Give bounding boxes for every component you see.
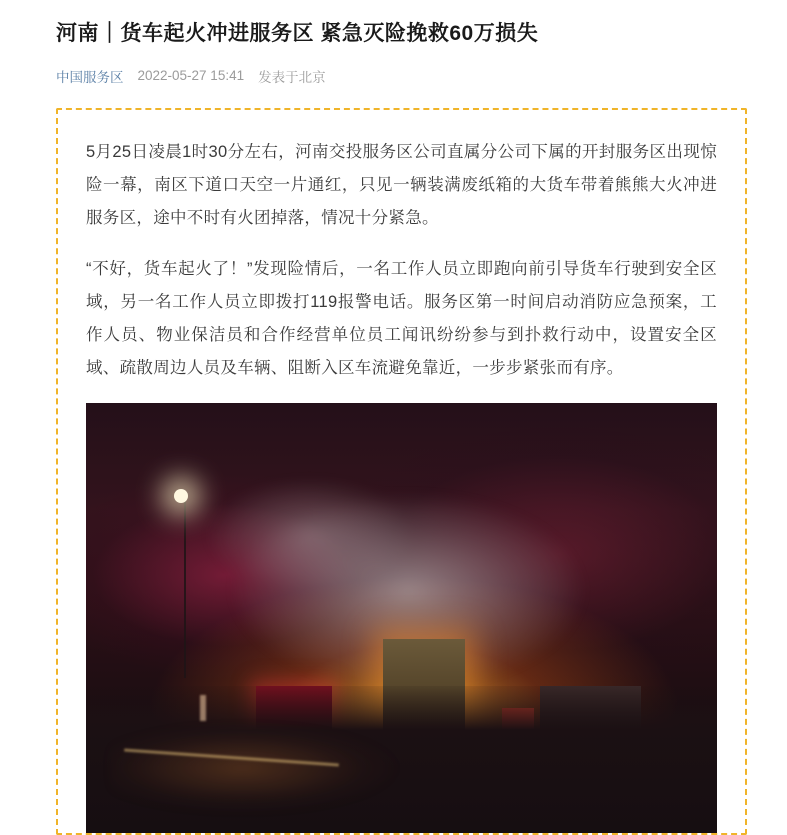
page-title: 河南｜货车起火冲进服务区 紧急灭险挽救60万损失	[56, 22, 539, 45]
photo-worker-figure	[200, 695, 206, 721]
article-photo[interactable]	[86, 403, 717, 833]
photo-light-pole	[184, 497, 186, 678]
publish-date: 2022-05-27 15:41	[137, 68, 245, 83]
photo-street-lamp	[174, 489, 188, 503]
article-meta	[56, 66, 731, 86]
article-header	[0, 0, 787, 86]
publish-location: 发表于北京	[258, 69, 326, 85]
photo-wet-reflection	[111, 712, 439, 824]
article-paragraph-2: “不好，货车起火了！”发现险情后，一名工作人员立即跑向前引导货车行驶到安全区域，另一名工作人员立即拨打119报警电话。服务区第一时间启动消防应急预案，工作人员、物业保洁员和合作经营单位员工闻讯纷纷参与到扑救行动中，设置安全区域、疏散周边人员及车辆、阻断入区车流避免靠近，一步步紧张而有序。	[86, 259, 717, 377]
article-body-frame	[56, 108, 747, 835]
article-paragraph-1: 5月25日凌晨1时30分左右，河南交投服务区公司直属分公司下属的开封服务区出现惊险一幕，南区下道口天空一片通红，只见一辆装满废纸箱的大货车带着熊熊大火冲进服务区，途中不时有火团掉落，情况十分紧急。	[86, 142, 717, 227]
publisher-account-link[interactable]: 中国服务区	[56, 69, 124, 85]
